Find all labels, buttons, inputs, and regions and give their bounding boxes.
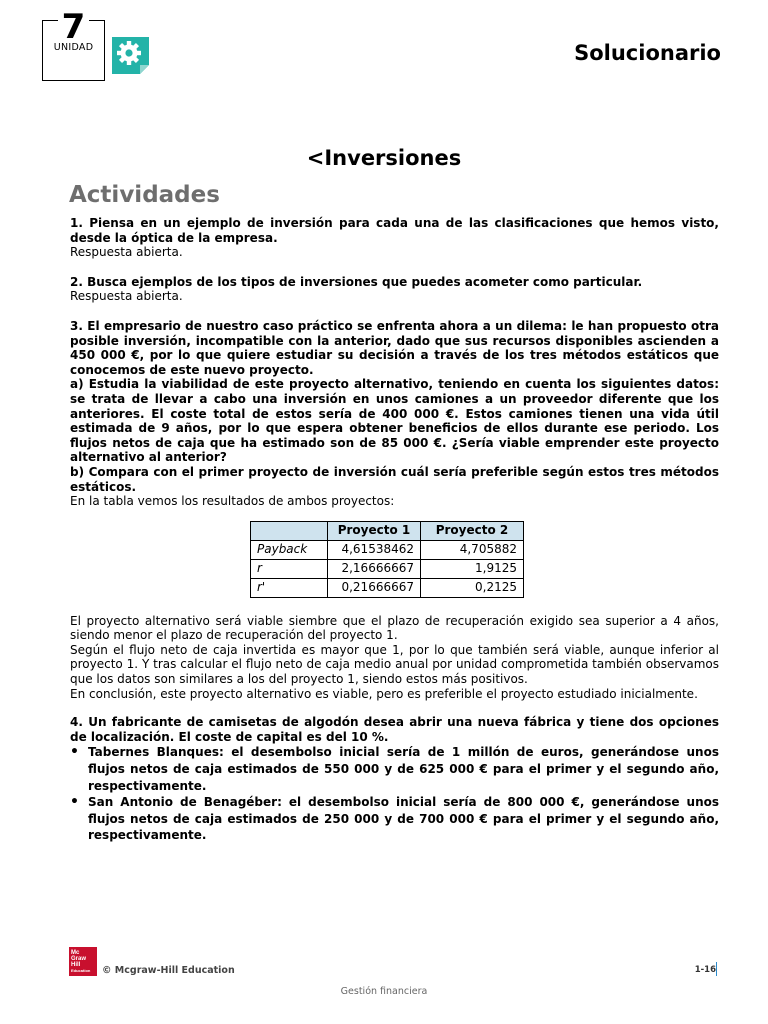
header-title: Solucionario [574,41,721,65]
table-cell: 0,2125 [421,578,524,597]
q3-table-intro: En la tabla vemos los resultados de ambos proyectos: [70,494,395,509]
table-cell: 1,9125 [421,559,524,578]
page-marker [716,962,717,976]
q3-part-a: a) Estudia la viabilidad de este proyecto alternativo, teniendo en cuenta los siguientes datos: se trata de llevar a cabo una inversión en unos camiones a un proveedor diferente que los anteriores. El coste total de estos sería de 400 000 €. Estos camiones tienen una vida útil estimada de 9 años, por lo que espera obtener beneficios de ellos durante ese periodo. Los flujos netos de caja que ha estimado son de 85 000 €. ¿Sería viable emprender este proyecto alternativo al anterior? [70,377,719,465]
table-header-cell: Proyecto 2 [421,521,524,540]
section-title: Actividades [69,182,220,208]
table-cell: 4,705882 [421,540,524,559]
q2-answer: Respuesta abierta. [70,289,183,304]
q2-question: 2. Busca ejemplos de los tipos de inversiones que puedes acometer como particular. [70,274,643,289]
table-row [251,559,524,578]
chapter-title: <Inversiones [306,146,462,170]
copyright: © Mcgraw-Hill Education [102,965,235,976]
q1-answer: Respuesta abierta. [70,245,183,260]
q4-bullet-list [70,744,719,844]
unit-box [42,7,105,81]
table-cell: 4,61538462 [328,540,421,559]
q3-conclusion-1: El proyecto alternativo será viable siembre que el plazo de recuperación exigido sea superior a 4 años, siendo menor el plazo de recuperación del proyecto 1. [70,613,719,643]
table-cell: 0,21666667 [328,578,421,597]
table-row-label: r [251,559,328,578]
table-cell: 2,16666667 [328,559,421,578]
q3-intro: 3. El empresario de nuestro caso práctico se enfrenta ahora a un dilema: le han propuesto otra posible inversión, incompatible con la anterior, dado que sus recursos disponibles ascienden a 450 000 €, por lo que quiere estudiar su decisión a través de los tres métodos estáticos que conocemos de este nuevo proyecto. [70,318,719,377]
q1-question: 1. Piensa en un ejemplo de inversión para cada una de las clasificaciones que hemos visto, desde la óptica de la empresa. [70,216,719,245]
table-row [251,578,524,597]
gear-icon [112,37,149,74]
q3-part-b: b) Compara con el primer proyecto de inversión cuál sería preferible según estos tres métodos estáticos. [70,464,719,494]
list-item: • San Antonio de Benagéber: el desembolso inicial sería de 800 000 €, generándose unos flujos netos de caja estimados de 250 000 y de 700 000 € para el primer y el segundo año, respectivamente. [70,794,719,843]
svg-text:Graw: Graw [71,956,87,962]
q3-conclusion-3: En conclusión, este proyecto alternativo es viable, pero es preferible el proyecto estudiado inicialmente. [70,686,698,701]
mcgraw-hill-logo [69,947,97,976]
table-row-label: Payback [251,540,328,559]
q4-intro: 4. Un fabricante de camisetas de algodón desea abrir una nueva fábrica y tiene dos opciones de localización. El coste de capital es del 10 %. [70,715,719,744]
list-item: • Tabernes Blanques: el desembolso inicial sería de 1 millón de euros, generándose unos flujos netos de caja estimados de 550 000 y de 625 000 € para el primer y el segundo año, respectivamente. [70,744,719,793]
unit-label: UNIDAD [53,42,94,53]
unit-number: 7 [43,7,104,47]
svg-text:Hill: Hill [71,962,81,968]
svg-text:Education: Education [71,968,91,973]
q3-conclusion-2: Según el flujo neto de caja invertida es mayor que 1, por lo que también será viable, aunque inferior al proyecto 1. Y tras calcular el flujo neto de caja medio anual por unidad comprometida también observamos que los datos son similares a los del proyecto 1, siendo estos más positivos. [70,642,719,687]
bullet-icon: • [70,744,79,761]
table-row-label: r' [251,578,328,597]
footer-subtitle: Gestión financiera [340,986,428,997]
page-number: 1-16 [694,965,716,975]
svg-text:Mc: Mc [71,950,80,956]
table-row [251,540,524,559]
activities-content [70,216,719,844]
table-header-row [251,521,524,540]
table-header-cell [251,521,328,540]
results-table [250,521,524,598]
bullet-icon: • [70,794,79,811]
table-header-cell: Proyecto 1 [328,521,421,540]
